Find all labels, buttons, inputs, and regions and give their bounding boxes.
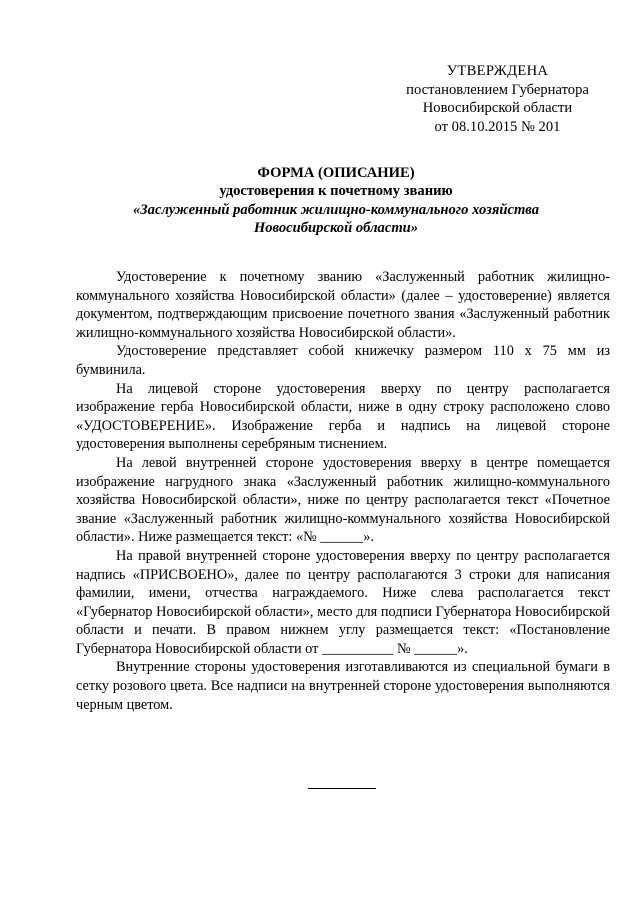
heading-line-1: ФОРМА (ОПИСАНИЕ) <box>257 165 415 181</box>
paragraph: На правой внутренней стороне удостоверения вверху по центру располагается надпись «ПРИСВОЕНО», далее по центру располагаются 3 строки для написания фамилии, имени, отчества награждаемого. Ниже слева располагается текст «Губернатор Новосибирской области», место для подписи Губернатора Новосибирской области и печати. В правом нижнем углу размещается текст: «Постановление Губернатора Новосибирской области от __________ № ______». <box>76 547 610 657</box>
document-body <box>76 268 610 714</box>
heading-line-4: Новосибирской области» <box>253 220 419 237</box>
approval-line-3: от 08.10.2015 № 201 <box>434 118 561 135</box>
approval-line-1: постановлением Губернатора <box>406 81 589 98</box>
end-separator <box>308 788 376 789</box>
heading-line-3: «Заслуженный работник жилищно-коммунального хозяйства <box>132 201 540 218</box>
approval-stamp <box>405 62 590 136</box>
approval-title: УТВЕРЖДЕНА <box>446 63 549 79</box>
paragraph: Внутренние стороны удостоверения изготавливаются из специальной бумаги в сетку розового цвета. Все надписи на внутренней стороне удостоверения выполняются черным цветом. <box>76 659 610 713</box>
paragraph: Удостоверение представляет собой книжечку размером 110 х 75 мм из бумвинила. <box>76 343 610 378</box>
paragraph: Удостоверение к почетному званию «Заслуженный работник жилищно-коммунального хозяйства Новосибирской области» (далее – удостоверение) является документом, подтверждающим присвоение почетного звания «Заслуженный работник жилищно-коммунального хозяйства Новосибирской области». <box>76 269 610 341</box>
approval-line-2: Новосибирской области <box>422 100 573 116</box>
paragraph: На лицевой стороне удостоверения вверху по центру располагается изображение герба Новосибирской области, ниже в одну строку расположено слово «УДОСТОВЕРЕНИЕ». Изображение герба и надпись на лицевой стороне удостоверения выполнены серебряным тиснением. <box>76 380 610 453</box>
paragraph: На левой внутренней стороне удостоверения вверху в центре помещается изображение нагрудного знака «Заслуженный работник жилищно-коммунального хозяйства Новосибирской области», ниже по центру располагается текст «Почетное звание «Заслуженный работник жилищно-коммунального хозяйства Новосибирской области». Ниже размещается текст: «№ ______». <box>76 454 610 546</box>
heading-line-2: удостоверения к почетному званию <box>219 183 453 200</box>
document-heading <box>60 164 612 238</box>
